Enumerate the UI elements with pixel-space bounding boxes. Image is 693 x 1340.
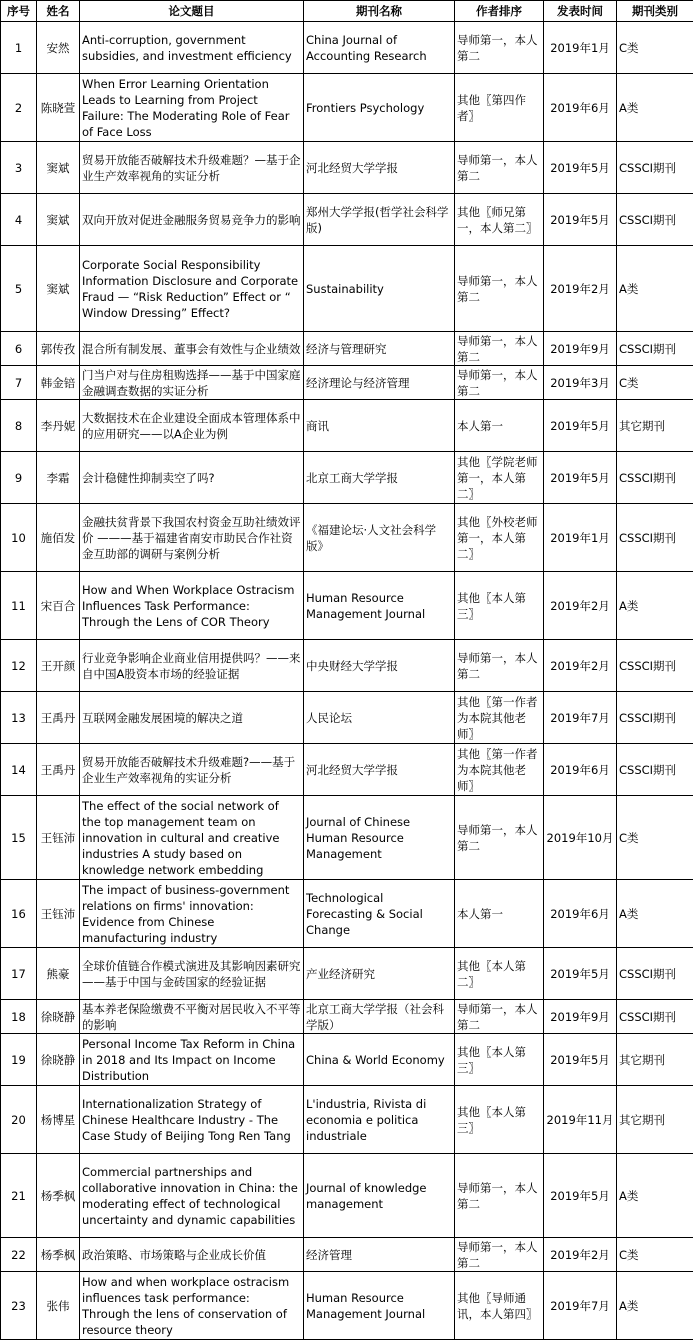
paper-title: 会计稳健性抑制卖空了吗? <box>80 452 304 504</box>
journal-name: 中央财经大学学报 <box>304 640 455 692</box>
author-order: 导师第一，本人第二 <box>455 1000 544 1034</box>
journal-name: 产业经济研究 <box>304 948 455 1000</box>
author-name: 杨季枫 <box>37 1238 80 1272</box>
journal-category: 其它期刊 <box>617 1034 693 1086</box>
journal-name: Human Resource Management Journal <box>304 572 455 640</box>
publish-date: 2019年2月 <box>544 572 617 640</box>
journal-name: 经济理论与经济管理 <box>304 366 455 400</box>
journal-category: A类 <box>617 74 693 142</box>
journal-name: 北京工商大学学报 <box>304 452 455 504</box>
author-name: 窦斌 <box>37 194 80 246</box>
journal-name: China Journal of Accounting Research <box>304 22 455 74</box>
journal-name: Human Resource Management Journal <box>304 1272 455 1340</box>
table-row <box>1 1000 693 1034</box>
author-name: 徐晓静 <box>37 1034 80 1086</box>
author-name: 宋百合 <box>37 572 80 640</box>
publish-date: 2019年5月 <box>544 1034 617 1086</box>
author-order: 导师第一，本人第二 <box>455 246 544 332</box>
row-index: 10 <box>1 504 37 572</box>
row-index: 9 <box>1 452 37 504</box>
row-index: 22 <box>1 1238 37 1272</box>
table-row <box>1 400 693 452</box>
row-index: 17 <box>1 948 37 1000</box>
publish-date: 2019年5月 <box>544 1154 617 1238</box>
paper-title: 贸易开放能否破解技术升级难题?——基于企业生产效率视角的实证分析 <box>80 744 304 796</box>
table-row <box>1 504 693 572</box>
publish-date: 2019年7月 <box>544 692 617 744</box>
table-row <box>1 640 693 692</box>
publish-date: 2019年2月 <box>544 640 617 692</box>
author-order: 本人第一 <box>455 400 544 452</box>
publish-date: 2019年3月 <box>544 366 617 400</box>
publish-date: 2019年6月 <box>544 74 617 142</box>
row-index: 21 <box>1 1154 37 1238</box>
table-row <box>1 194 693 246</box>
paper-title: How and When Workplace Ostracism Influences Task Performance: Through the Lens of COR Theory <box>80 572 304 640</box>
author-order: 导师第一，本人第二 <box>455 1154 544 1238</box>
journal-name: China & World Economy <box>304 1034 455 1086</box>
table-row <box>1 452 693 504</box>
journal-name: L'industria, Rivista di economia e politica industriale <box>304 1086 455 1154</box>
journal-category: 其它期刊 <box>617 400 693 452</box>
publish-date: 2019年2月 <box>544 1238 617 1272</box>
author-order: 本人第一 <box>455 880 544 948</box>
journal-name: 郑州大学学报(哲学社会科学版) <box>304 194 455 246</box>
author-order: 其他〖本人第三〗 <box>455 572 544 640</box>
journal-name: 《福建论坛·人文社会科学版》 <box>304 504 455 572</box>
publish-date: 2019年5月 <box>544 142 617 194</box>
journal-name: 北京工商大学学报（社会科学版） <box>304 1000 455 1034</box>
journal-category: CSSCI期刊 <box>617 692 693 744</box>
author-order: 其他〖本人第三〗 <box>455 1086 544 1154</box>
header-category: 期刊类别 <box>617 1 693 22</box>
table-row <box>1 74 693 142</box>
paper-title: Internationalization Strategy of Chinese Healthcare Industry - The Case Study of Beijing Tong Ren Tang <box>80 1086 304 1154</box>
journal-name: 人民论坛 <box>304 692 455 744</box>
author-name: 王开颜 <box>37 640 80 692</box>
publish-date: 2019年6月 <box>544 880 617 948</box>
table-row <box>1 1238 693 1272</box>
row-index: 7 <box>1 366 37 400</box>
table-row <box>1 1086 693 1154</box>
journal-name: Sustainability <box>304 246 455 332</box>
journal-category: C类 <box>617 366 693 400</box>
row-index: 15 <box>1 796 37 880</box>
publish-date: 2019年9月 <box>544 332 617 366</box>
journal-name: Frontiers Psychology <box>304 74 455 142</box>
publish-date: 2019年5月 <box>544 400 617 452</box>
publish-date: 2019年10月 <box>544 796 617 880</box>
author-order: 导师第一，本人第二 <box>455 1238 544 1272</box>
publish-date: 2019年1月 <box>544 504 617 572</box>
header-title: 论文题目 <box>80 1 304 22</box>
author-name: 李霜 <box>37 452 80 504</box>
table-row <box>1 1272 693 1340</box>
journal-category: A类 <box>617 246 693 332</box>
paper-title: 基本养老保险缴费不平衡对居民收入不平等的影响 <box>80 1000 304 1034</box>
row-index: 11 <box>1 572 37 640</box>
author-name: 徐晓静 <box>37 1000 80 1034</box>
row-index: 5 <box>1 246 37 332</box>
author-name: 杨季枫 <box>37 1154 80 1238</box>
header-name: 姓名 <box>37 1 80 22</box>
table-header <box>1 1 693 22</box>
author-order: 其他〖第四作者〗 <box>455 74 544 142</box>
paper-title: 混合所有制发展、董事会有效性与企业绩效 <box>80 332 304 366</box>
table-row <box>1 22 693 74</box>
publish-date: 2019年2月 <box>544 246 617 332</box>
journal-category: C类 <box>617 22 693 74</box>
author-order: 其他〖师兄第一，本人第二〗 <box>455 194 544 246</box>
paper-title: The effect of the social network of the top management team on innovation in cultural and creative industries A study based on knowledge network embedding <box>80 796 304 880</box>
author-name: 陈晓萱 <box>37 74 80 142</box>
author-order: 其他〖导师通讯，本人第四〗 <box>455 1272 544 1340</box>
table-row <box>1 1154 693 1238</box>
header-journal: 期刊名称 <box>304 1 455 22</box>
journal-name: 河北经贸大学学报 <box>304 142 455 194</box>
paper-title: 双向开放对促进金融服务贸易竞争力的影响 <box>80 194 304 246</box>
author-order: 导师第一，本人第二 <box>455 142 544 194</box>
publish-date: 2019年5月 <box>544 948 617 1000</box>
journal-name: 商讯 <box>304 400 455 452</box>
journal-category: CSSCI期刊 <box>617 504 693 572</box>
author-name: 施佰发 <box>37 504 80 572</box>
table-row <box>1 366 693 400</box>
journal-category: A类 <box>617 1154 693 1238</box>
journal-category: CSSCI期刊 <box>617 640 693 692</box>
row-index: 2 <box>1 74 37 142</box>
publish-date: 2019年9月 <box>544 1000 617 1034</box>
row-index: 18 <box>1 1000 37 1034</box>
journal-category: CSSCI期刊 <box>617 948 693 1000</box>
author-name: 李丹妮 <box>37 400 80 452</box>
journal-category: CSSCI期刊 <box>617 332 693 366</box>
journal-name: Journal of Chinese Human Resource Management <box>304 796 455 880</box>
author-order: 导师第一，本人第二 <box>455 332 544 366</box>
journal-name: Technological Forecasting & Social Change <box>304 880 455 948</box>
paper-title: Anti-corruption, government subsidies, and investment efficiency <box>80 22 304 74</box>
author-name: 王钰沛 <box>37 796 80 880</box>
row-index: 1 <box>1 22 37 74</box>
journal-name: 经济与管理研究 <box>304 332 455 366</box>
author-name: 王禹丹 <box>37 744 80 796</box>
journal-category: A类 <box>617 572 693 640</box>
row-index: 13 <box>1 692 37 744</box>
publish-date: 2019年7月 <box>544 1272 617 1340</box>
table-row <box>1 744 693 796</box>
row-index: 4 <box>1 194 37 246</box>
paper-title: The impact of business-government relations on firms' innovation: Evidence from Chinese manufacturing industry <box>80 880 304 948</box>
paper-title: 大数据技术在企业建设全面成本管理体系中的应用研究——以A企业为例 <box>80 400 304 452</box>
paper-title: Commercial partnerships and collaborative innovation in China: the moderating effect of technological uncertainty and dynamic capabilities <box>80 1154 304 1238</box>
author-order: 其他〖本人第三〗 <box>455 1034 544 1086</box>
paper-title: Corporate Social Responsibility Information Disclosure and Corporate Fraud — “Risk Reduction” Effect or “ Window Dressing” Effect? <box>80 246 304 332</box>
journal-category: CSSCI期刊 <box>617 142 693 194</box>
paper-title: 互联网金融发展困境的解决之道 <box>80 692 304 744</box>
author-name: 韩金锫 <box>37 366 80 400</box>
publish-date: 2019年5月 <box>544 452 617 504</box>
journal-name: 河北经贸大学学报 <box>304 744 455 796</box>
publish-date: 2019年11月 <box>544 1086 617 1154</box>
row-index: 20 <box>1 1086 37 1154</box>
journal-name: 经济管理 <box>304 1238 455 1272</box>
journal-category: CSSCI期刊 <box>617 1000 693 1034</box>
paper-title: When Error Learning Orientation Leads to Learning from Project Failure: The Moderating Role of Fear of Face Loss <box>80 74 304 142</box>
row-index: 6 <box>1 332 37 366</box>
row-index: 14 <box>1 744 37 796</box>
author-order: 导师第一，本人第二 <box>455 796 544 880</box>
author-order: 导师第一，本人第二 <box>455 366 544 400</box>
header-date: 发表时间 <box>544 1 617 22</box>
author-order: 导师第一，本人第二 <box>455 22 544 74</box>
author-name: 安然 <box>37 22 80 74</box>
paper-title: 政治策略、市场策略与企业成长价值 <box>80 1238 304 1272</box>
paper-title: 金融扶贫背景下我国农村资金互助社绩效评价 ———基于福建省南安市助民合作社资金互助部的调研与案例分析 <box>80 504 304 572</box>
author-name: 郭传孜 <box>37 332 80 366</box>
row-index: 8 <box>1 400 37 452</box>
table-row <box>1 1034 693 1086</box>
author-order: 其他〖第一作者为本院其他老师〗 <box>455 692 544 744</box>
author-name: 王钰沛 <box>37 880 80 948</box>
publish-date: 2019年6月 <box>544 744 617 796</box>
author-order: 其他〖外校老师第一，本人第二〗 <box>455 504 544 572</box>
author-name: 王禹丹 <box>37 692 80 744</box>
author-name: 张伟 <box>37 1272 80 1340</box>
table-row <box>1 880 693 948</box>
author-order: 其他〖本人第二〗 <box>455 948 544 1000</box>
paper-title: 贸易开放能否破解技术升级难题？—基于企业生产效率视角的实证分析 <box>80 142 304 194</box>
row-index: 19 <box>1 1034 37 1086</box>
table-row <box>1 948 693 1000</box>
author-name: 窦斌 <box>37 246 80 332</box>
table-row <box>1 246 693 332</box>
journal-category: 其它期刊 <box>617 1086 693 1154</box>
row-index: 12 <box>1 640 37 692</box>
paper-title: 行业竞争影响企业商业信用提供吗？——来自中国A股资本市场的经验证据 <box>80 640 304 692</box>
author-name: 杨博星 <box>37 1086 80 1154</box>
journal-category: C类 <box>617 796 693 880</box>
paper-title: How and when workplace ostracism influences task performance: Through the lens of conservation of resource theory <box>80 1272 304 1340</box>
table-row <box>1 572 693 640</box>
author-order: 其他〖学院老师第一，本人第二〗 <box>455 452 544 504</box>
journal-category: CSSCI期刊 <box>617 744 693 796</box>
header-row <box>1 1 693 22</box>
paper-title: 全球价值链合作模式演进及其影响因素研究——基于中国与金砖国家的经验证据 <box>80 948 304 1000</box>
table-body <box>1 22 693 1340</box>
row-index: 16 <box>1 880 37 948</box>
table-row <box>1 692 693 744</box>
table-row <box>1 332 693 366</box>
journal-category: CSSCI期刊 <box>617 452 693 504</box>
journal-category: C类 <box>617 1238 693 1272</box>
journal-category: A类 <box>617 880 693 948</box>
table-row <box>1 142 693 194</box>
journal-name: Journal of knowledge management <box>304 1154 455 1238</box>
header-index: 序号 <box>1 1 37 22</box>
header-author-order: 作者排序 <box>455 1 544 22</box>
row-index: 3 <box>1 142 37 194</box>
author-order: 导师第一，本人第二 <box>455 640 544 692</box>
paper-title: 门当户对与住房租购选择——基于中国家庭金融调查数据的实证分析 <box>80 366 304 400</box>
author-name: 熊豪 <box>37 948 80 1000</box>
publish-date: 2019年5月 <box>544 194 617 246</box>
journal-category: A类 <box>617 1272 693 1340</box>
journal-category: CSSCI期刊 <box>617 194 693 246</box>
table-row <box>1 796 693 880</box>
author-name: 窦斌 <box>37 142 80 194</box>
paper-title: Personal Income Tax Reform in China in 2018 and Its Impact on Income Distribution <box>80 1034 304 1086</box>
row-index: 23 <box>1 1272 37 1340</box>
publish-date: 2019年1月 <box>544 22 617 74</box>
author-order: 其他〖第一作者为本院其他老师〗 <box>455 744 544 796</box>
